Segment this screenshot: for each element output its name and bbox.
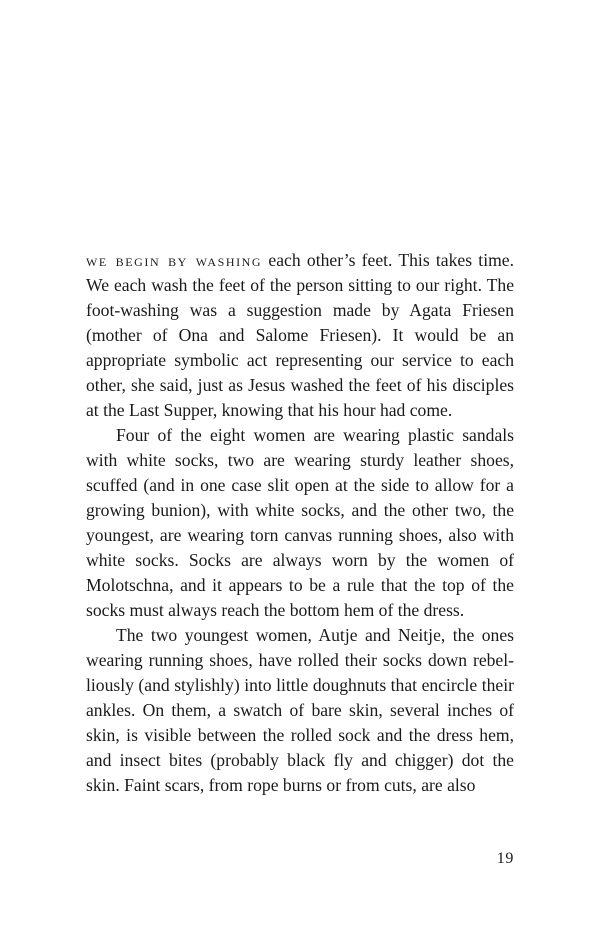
paragraph-1-text: each other’s feet. This takes time. We each wash the feet of the person sitting to our right. The foot-washing was a suggestion made by Agata Friesen (mother of Ona and Salome Friesen). It would be an appropriate symbolic act representing our service to each other, she said, just as Jesus washed the feet of his disciples at the Last Supper, knowing that his hour had come. — [86, 250, 514, 420]
chapter-opening-smallcaps: we begin by washing — [86, 250, 263, 270]
body-text — [86, 248, 514, 798]
paragraph-2: Four of the eight women are wearing plastic sandals with white socks, two are wearing sturdy leather shoes, scuffed (and in one case slit open at the side to allow for a growing bunion), with white socks, and the other two, the youngest, are wearing torn canvas running shoes, also with white socks. Socks are always worn by the women of Molotschna, and it appears to be a rule that the top of the socks must always reach the bottom hem of the dress. — [86, 425, 514, 620]
paragraph-3: The two youngest women, Autje and Neitje, the ones wearing running shoes, have rolled their socks down rebelliously (and stylishly) into little doughnuts that encircle their ankles. On them, a swatch of bare skin, several inches of skin, is visible between the rolled sock and the dress hem, and insect bites (probably black fly and chigger) dot the skin. Faint scars, from rope burns or from cuts, are also — [86, 625, 514, 795]
paragraph-1 — [86, 248, 514, 423]
page-number: 19 — [496, 850, 514, 867]
